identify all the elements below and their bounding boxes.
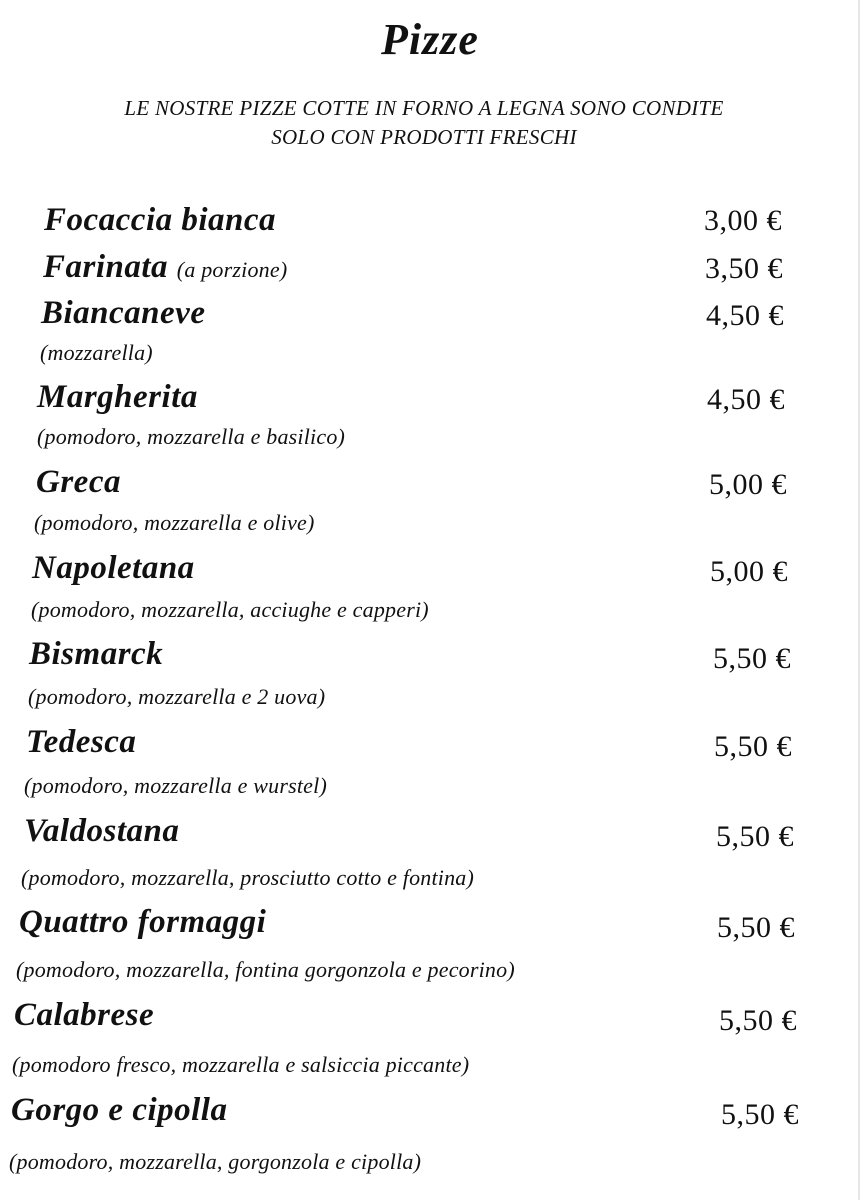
item-name: Calabrese [14,997,155,1033]
item-name: Focaccia bianca [44,202,277,238]
item-description: (pomodoro, mozzarella, prosciutto cotto e fontina) [21,865,475,890]
item-price: 3,50 € [705,252,783,285]
item-price: 5,50 € [713,642,791,675]
item-description: (pomodoro, mozzarella e 2 uova) [28,684,326,709]
item-price: 5,50 € [716,820,794,853]
item-description: (mozzarella) [40,340,153,365]
item-name: Napoletana [32,550,195,586]
item-name: Gorgo e cipolla [11,1092,228,1128]
item-name: Valdostana [24,813,180,849]
subtitle-line-2: SOLO CON PRODOTTI FRESCHI [271,125,577,149]
item-price: 5,50 € [714,730,792,763]
menu-subtitle [0,94,848,152]
item-name: Biancaneve [41,295,206,331]
item-description: (pomodoro, mozzarella e olive) [34,510,315,535]
item-name: Tedesca [26,724,137,760]
item-name: Farinata (a porzione) [43,249,288,285]
subtitle-line-1: LE NOSTRE PIZZE COTTE IN FORNO A LEGNA SONO CONDITE [124,96,724,120]
item-price: 4,50 € [706,299,784,332]
menu-title: Pizze [381,15,479,64]
item-description: (pomodoro, mozzarella, fontina gorgonzola e pecorino) [16,957,515,982]
item-description: (pomodoro, mozzarella, gorgonzola e cipolla) [9,1149,422,1174]
item-note: (a porzione) [176,257,288,282]
item-name: Bismarck [29,636,164,672]
item-name: Greca [36,464,121,500]
item-name: Margherita [37,379,198,415]
item-description: (pomodoro, mozzarella, acciughe e capperi) [31,597,429,622]
item-description: (pomodoro fresco, mozzarella e salsiccia piccante) [12,1052,470,1077]
item-name: Quattro formaggi [19,904,267,940]
item-price: 4,50 € [707,383,785,416]
item-price: 5,00 € [710,555,788,588]
item-price: 3,00 € [704,204,782,237]
item-description: (pomodoro, mozzarella e basilico) [37,424,346,449]
item-description: (pomodoro, mozzarella e wurstel) [24,773,327,798]
item-price: 5,00 € [709,468,787,501]
item-price: 5,50 € [719,1004,797,1037]
item-price: 5,50 € [717,911,795,944]
item-price: 5,50 € [721,1098,799,1131]
